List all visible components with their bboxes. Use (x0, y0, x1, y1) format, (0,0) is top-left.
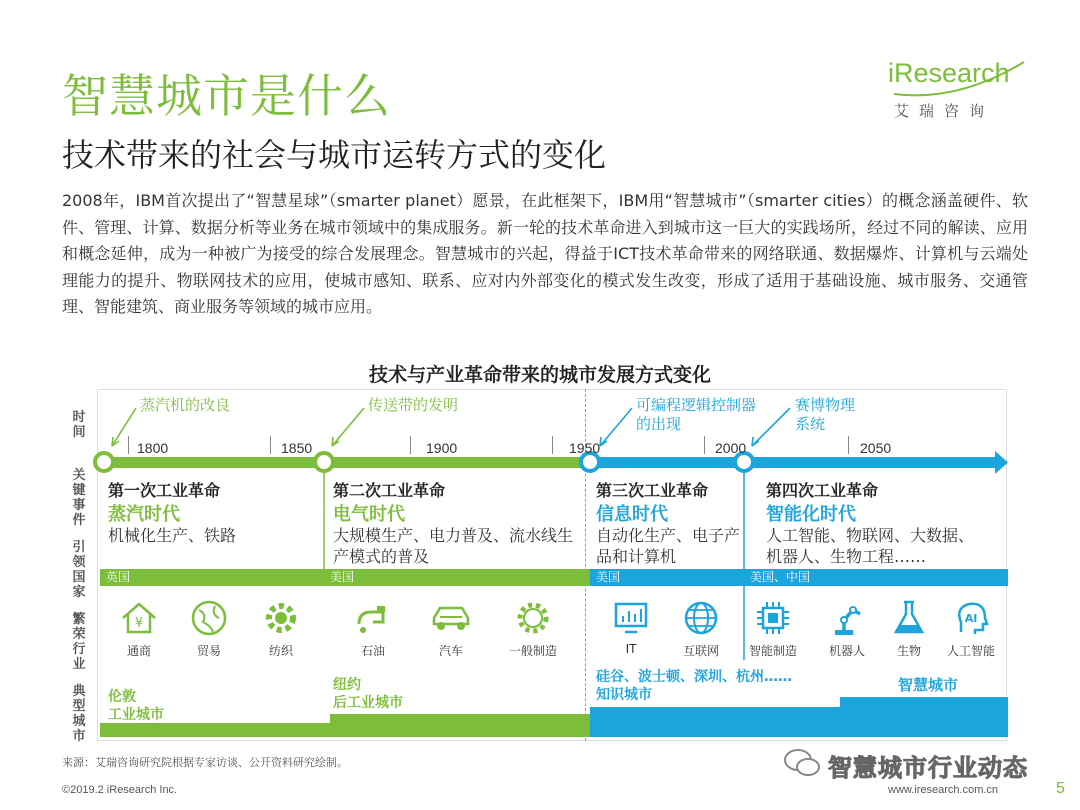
tick (128, 436, 129, 454)
annotation-cps: 赛博物理系统 (795, 396, 856, 433)
fuel-nozzle-icon (353, 598, 393, 638)
industry-commerce (106, 598, 172, 659)
car-icon (428, 598, 474, 638)
svg-text:¥: ¥ (134, 616, 144, 631)
timeline-bar-blue (590, 457, 995, 468)
monitor-chart-icon (611, 598, 651, 638)
cog-icon (513, 598, 553, 638)
house-yen-icon (119, 598, 159, 638)
city-knowledge: 硅谷、波士顿、深圳、杭州…… 知识城市 (596, 669, 792, 703)
annotation-conveyor: 传送带的发明 (368, 396, 459, 414)
intro-paragraph: 2008年，IBM首次提出了“智慧星球”（smarter planet）愿景，在此框架下，IBM用“智慧城市”（smarter cities）的概念涵盖硬件、软件、管理、计算、数据分析等业务在城市领域中的集成服务。新一轮的技术革命进入到城市这一巨大的实践场所，经过不同的解读、应用和概念延伸，成为一种被广为接受的综合发展理念。智慧城市的兴起，得益于ICT技术革命带来的网络联通、数据爆炸、计算机与云端处理能力的提升、物联网技术的应用，使城市感知、联系、应对内外部变化的模式发生改变，形成了适用于基础设施、城市服务、交通管理、智能建筑、商业服务等领域的城市应用。 (62, 191, 1028, 316)
country-bar-3: 美国 (590, 569, 744, 586)
revolution-4-era: 智能化时代 (766, 504, 856, 525)
industry-label: 智能制造 (748, 644, 797, 658)
industry-label: IT (625, 642, 637, 656)
industry-smart-manufacturing (740, 598, 806, 659)
industry-label: 一般制造 (508, 644, 557, 658)
country-bar-2: 美国 (324, 569, 590, 586)
industry-label: 汽车 (438, 644, 463, 658)
industry-auto (418, 598, 484, 659)
city-london: 伦敦 工业城市 (108, 689, 164, 723)
watermark-text: 智慧城市行业动态 (828, 754, 1028, 782)
svg-text:AI: AI (964, 612, 978, 625)
revolution-3-era: 信息时代 (596, 504, 668, 525)
revolution-4-desc: 人工智能、物联网、大数据、机器人、生物工程…… (766, 526, 975, 566)
revolution-1-name: 第一次工业革命 (108, 481, 221, 500)
logo-subtext: 艾瑞咨询 (894, 102, 995, 120)
revolution-3-name: 第三次工业革命 (596, 481, 709, 500)
annotation-steam-engine: 蒸汽机的改良 (140, 396, 231, 414)
country-bar-4: 美国、中国 (744, 569, 1008, 586)
chart-title: 技术与产业革命带来的城市发展方式变化 (368, 364, 711, 386)
wechat-watermark (782, 745, 1072, 785)
revolution-3-desc: 自动化生产、电子产品和计算机 (596, 526, 741, 566)
industry-trade (176, 598, 242, 659)
page-subtitle: 技术带来的社会与城市运转方式的变化 (62, 136, 607, 174)
revolution-4-name: 第四次工业革命 (766, 481, 879, 500)
row-label-events: 关键事件 (72, 468, 86, 528)
industry-it (598, 598, 664, 656)
city-newyork: 纽约 后工业城市 (333, 677, 403, 711)
industry-label: 互联网 (682, 644, 719, 658)
ai-head-icon (951, 598, 991, 638)
row-label-cities: 典型城市 (72, 684, 86, 744)
industry-label: 纺织 (268, 644, 293, 658)
tick (552, 436, 553, 454)
tick (410, 436, 411, 454)
revolution-2-era: 电气时代 (333, 504, 405, 525)
row-label-industries: 繁荣行业 (72, 612, 86, 672)
industry-textile (248, 598, 314, 659)
row-label-time: 时间 (72, 410, 86, 440)
year-label: 1900 (426, 440, 458, 456)
industry-oil (340, 598, 406, 659)
revolution-1-era: 蒸汽时代 (108, 504, 180, 525)
page-title: 智慧城市是什么 (62, 69, 391, 123)
industry-biology (876, 598, 942, 659)
row-label-countries: 引领国家 (72, 540, 86, 600)
revolution-2-desc: 大规模生产、电力普及、流水线生产模式的普及 (333, 526, 574, 566)
web-globe-icon (681, 598, 721, 638)
flask-icon (889, 598, 929, 638)
year-label: 2050 (860, 440, 892, 456)
wechat-icon (782, 745, 822, 781)
website-link[interactable]: www.iresearch.com.cn (888, 784, 999, 796)
chip-icon (753, 598, 793, 638)
industry-ai (938, 598, 1004, 659)
copyright: ©2019.2 iResearch Inc. (62, 784, 178, 796)
industry-label: 人工智能 (946, 644, 995, 658)
annotation-plc: 可编程逻辑控制器的出现 (636, 396, 757, 433)
source-note: 来源：艾瑞咨询研究院根据专家访谈、公开资料研究绘制。 (62, 756, 348, 769)
gear-icon (261, 598, 301, 638)
tick (270, 436, 271, 454)
year-label: 2000 (715, 440, 747, 456)
timeline-bar-green (100, 457, 590, 468)
industry-manufacturing (500, 598, 566, 659)
tick (848, 436, 849, 454)
page-number: 5 (1056, 780, 1065, 797)
year-label: 1800 (137, 440, 169, 456)
year-label: 1950 (569, 440, 601, 456)
year-label: 1850 (281, 440, 313, 456)
country-bar-1: 英国 (100, 569, 324, 586)
city-smart: 智慧城市 (898, 676, 959, 694)
tick (704, 436, 705, 454)
industry-label: 通商 (126, 644, 151, 658)
industry-label: 机器人 (828, 644, 865, 658)
globe-icon (189, 598, 229, 638)
robot-arm-icon (827, 598, 867, 638)
revolution-1-desc: 机械化生产、铁路 (108, 526, 237, 545)
industry-label: 石油 (360, 644, 385, 658)
revolution-2-name: 第二次工业革命 (333, 481, 446, 500)
industry-robotics (814, 598, 880, 659)
timeline-arrowhead (995, 451, 1008, 474)
industry-label: 贸易 (196, 644, 221, 658)
industry-label: 生物 (896, 644, 921, 658)
logo-text: iResearch (888, 58, 1010, 88)
industry-internet (668, 598, 734, 659)
